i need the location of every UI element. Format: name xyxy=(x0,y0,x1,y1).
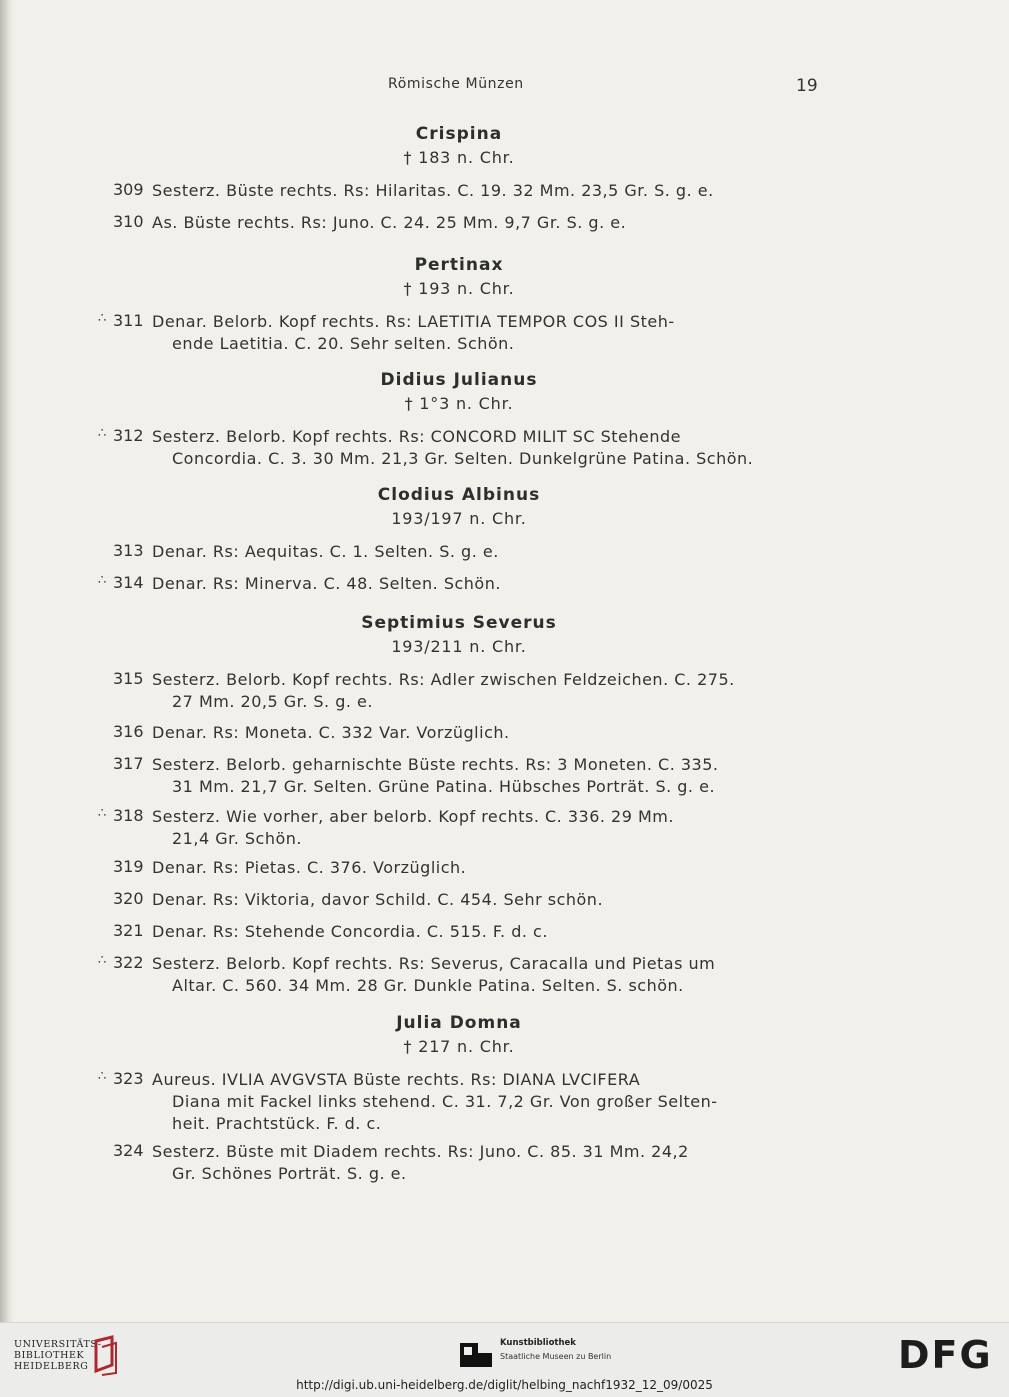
entry-text xyxy=(152,857,818,879)
entry-line: As. Büste rechts. Rs: Juno. C. 24. 25 Mm. 9,7 Gr. S. g. e. xyxy=(152,213,627,232)
entry-number: 318 xyxy=(113,806,144,825)
university-line: BIBLIOTHEK xyxy=(14,1350,85,1361)
section-date-crispina: † 183 n. Chr. xyxy=(403,148,515,167)
university-line: HEIDELBERG xyxy=(14,1361,89,1372)
asterisk-mark: ∴ xyxy=(98,573,107,588)
entry-text xyxy=(152,921,818,943)
entry-text xyxy=(152,426,818,470)
entry-number: 312 xyxy=(113,426,144,445)
entry-text xyxy=(152,669,818,713)
entry-text xyxy=(152,953,818,997)
entry-line: Diana mit Fackel links stehend. C. 31. 7,2 Gr. Von großer Selten- xyxy=(172,1092,718,1111)
entry-text xyxy=(152,541,818,563)
entry-line: Sesterz. Büste mit Diadem rechts. Rs: Juno. C. 85. 31 Mm. 24,2 xyxy=(152,1142,689,1161)
entry-line: Denar. Rs: Moneta. C. 332 Var. Vorzüglich. xyxy=(152,723,510,742)
asterisk-mark: ∴ xyxy=(98,953,107,968)
section-date-julia-domna: † 217 n. Chr. xyxy=(403,1037,515,1056)
entry-line: Denar. Belorb. Kopf rechts. Rs: LAETITIA TEMPOR COS II Steh- xyxy=(152,312,675,331)
entry-line: Gr. Schönes Porträt. S. g. e. xyxy=(172,1164,407,1183)
entry-line: Sesterz. Büste rechts. Rs: Hilaritas. C. 19. 32 Mm. 23,5 Gr. S. g. e. xyxy=(152,181,714,200)
permalink-url[interactable]: http://digi.ub.uni-heidelberg.de/diglit/helbing_nachf1932_12_09/0025 xyxy=(296,1378,713,1392)
entry-text xyxy=(152,889,818,911)
entry-line: Denar. Rs: Aequitas. C. 1. Selten. S. g. e. xyxy=(152,542,499,561)
section-date-didius-julianus: † 1°3 n. Chr. xyxy=(404,394,514,413)
entry-number: 319 xyxy=(113,857,144,876)
entry-line: 21,4 Gr. Schön. xyxy=(172,829,302,848)
entry-line: Sesterz. Belorb. Kopf rechts. Rs: Severus, Caracalla und Pietas um xyxy=(152,954,716,973)
entry-text xyxy=(152,180,818,202)
running-title: Römische Münzen xyxy=(388,76,524,92)
section-title-pertinax: Pertinax xyxy=(414,255,504,275)
entry-text xyxy=(152,806,818,850)
entry-number: 317 xyxy=(113,754,144,773)
section-date-septimius-severus: 193/211 n. Chr. xyxy=(391,637,527,656)
university-library-logo-icon xyxy=(92,1335,122,1377)
entry-line: Aureus. IVLIA AVGVSTA Büste rechts. Rs: DIANA LVCIFERA xyxy=(152,1070,641,1089)
entry-line: Altar. C. 560. 34 Mm. 28 Gr. Dunkle Patina. Selten. S. schön. xyxy=(172,976,684,995)
section-title-clodius-albinus: Clodius Albinus xyxy=(377,485,541,505)
kunstbibliothek-subtitle: Staatliche Museen zu Berlin xyxy=(500,1352,612,1361)
entry-line: 31 Mm. 21,7 Gr. Selten. Grüne Patina. Hübsches Porträt. S. g. e. xyxy=(172,777,716,796)
asterisk-mark: ∴ xyxy=(98,1069,107,1084)
entry-text xyxy=(152,722,818,744)
entry-line: Denar. Rs: Minerva. C. 48. Selten. Schön. xyxy=(152,574,501,593)
asterisk-mark: ∴ xyxy=(98,311,107,326)
entry-line: ende Laetitia. C. 20. Sehr selten. Schön. xyxy=(172,334,515,353)
entry-number: 311 xyxy=(113,311,144,330)
entry-text xyxy=(152,1069,818,1135)
entry-number: 321 xyxy=(113,921,144,940)
entry-number: 322 xyxy=(113,953,144,972)
dfg-logo: DFG xyxy=(898,1333,993,1377)
entry-line: Denar. Rs: Viktoria, davor Schild. C. 454. Sehr schön. xyxy=(152,890,604,909)
page-number: 19 xyxy=(796,76,818,96)
section-title-julia-domna: Julia Domna xyxy=(396,1013,522,1033)
entry-line: Sesterz. Wie vorher, aber belorb. Kopf rechts. C. 336. 29 Mm. xyxy=(152,807,674,826)
section-date-clodius-albinus: 193/197 n. Chr. xyxy=(391,509,527,528)
entry-line: Sesterz. Belorb. geharnischte Büste rechts. Rs: 3 Moneten. C. 335. xyxy=(152,755,719,774)
entry-text xyxy=(152,573,818,595)
entry-line: Sesterz. Belorb. Kopf rechts. Rs: CONCORD MILIT SC Stehende xyxy=(152,427,681,446)
digitization-footer xyxy=(0,1322,1009,1397)
entry-number: 324 xyxy=(113,1141,144,1160)
section-date-pertinax: † 193 n. Chr. xyxy=(403,279,515,298)
entry-number: 309 xyxy=(113,180,144,199)
entry-text xyxy=(152,311,818,355)
asterisk-mark: ∴ xyxy=(98,806,107,821)
page-edge-shadow xyxy=(0,0,14,1322)
section-title-crispina: Crispina xyxy=(415,124,503,144)
entry-line: Denar. Rs: Pietas. C. 376. Vorzüglich. xyxy=(152,858,467,877)
entry-line: 27 Mm. 20,5 Gr. S. g. e. xyxy=(172,692,373,711)
entry-number: 310 xyxy=(113,212,144,231)
entry-text xyxy=(152,754,818,798)
entry-number: 323 xyxy=(113,1069,144,1088)
entry-number: 313 xyxy=(113,541,144,560)
entry-line: Sesterz. Belorb. Kopf rechts. Rs: Adler zwischen Feldzeichen. C. 275. xyxy=(152,670,735,689)
entry-line: heit. Prachtstück. F. d. c. xyxy=(172,1114,382,1133)
kunstbibliothek-logo-icon xyxy=(460,1339,494,1371)
entry-line: Denar. Rs: Stehende Concordia. C. 515. F. d. c. xyxy=(152,922,548,941)
university-library-label xyxy=(14,1339,102,1372)
entry-text xyxy=(152,212,818,234)
university-line: UNIVERSITÄTS- xyxy=(14,1339,102,1350)
entry-number: 316 xyxy=(113,722,144,741)
entry-number: 314 xyxy=(113,573,144,592)
asterisk-mark: ∴ xyxy=(98,426,107,441)
entry-number: 315 xyxy=(113,669,144,688)
entry-text xyxy=(152,1141,818,1185)
section-title-didius-julianus: Didius Julianus xyxy=(380,370,538,390)
kunstbibliothek-title: Kunstbibliothek xyxy=(500,1338,576,1348)
section-title-septimius-severus: Septimius Severus xyxy=(361,613,557,633)
entry-number: 320 xyxy=(113,889,144,908)
entry-line: Concordia. C. 3. 30 Mm. 21,3 Gr. Selten. Dunkelgrüne Patina. Schön. xyxy=(172,449,754,468)
